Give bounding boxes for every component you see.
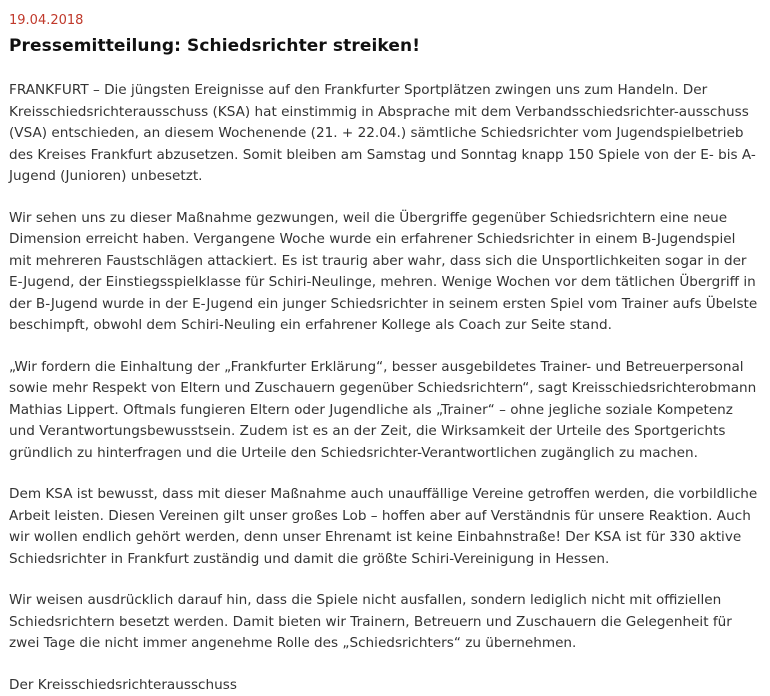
paragraph-reason: Wir sehen uns zu dieser Maßnahme gezwungen, weil die Übergriffe gegenüber Schiedsrichtern eine neue Dimension erreicht haben. Vergangene Woche wurde ein erfahrener Schiedsrichter in einem B-Jugendspiel mit mehreren Faustschlägen attackiert. Es ist traurig aber wahr, dass sich die Unsportlichkeiten sogar in der E-Jugend, der Einstiegsspielklasse für Schiri-Neulinge, mehren. Wenige Wochen vor dem tätlichen Übergriff in der B-Jugend wurde in der E-Jugend ein junger Schiedsrichter in seinem ersten Spiel vom Trainer aufs Übelste beschimpft, obwohl dem Schiri-Neuling ein erfahrener Kollege als Coach zur Seite stand. bbox=[9, 208, 762, 337]
signature: Der Kreisschiedsrichterausschuss bbox=[9, 675, 762, 696]
publish-date: 19.04.2018 bbox=[9, 12, 762, 30]
article-title: Pressemitteilung: Schiedsrichter streiken! bbox=[9, 34, 762, 58]
paragraph-clubs: Dem KSA ist bewusst, dass mit dieser Maßnahme auch unauffällige Vereine getroffen werden, die vorbildliche Arbeit leisten. Diesen Vereinen gilt unser großes Lob – hoffen aber auf Verständnis für unsere Reaktion. Auch wir wollen endlich gehört werden, denn unser Ehrenamt ist keine Einbahnstraße! Der KSA ist für 330 aktive Schiedsrichter in Frankfurt zuständig und damit die größte Schiri-Vereinigung in Hessen. bbox=[9, 484, 762, 570]
paragraph-intro: FRANKFURT – Die jüngsten Ereignisse auf den Frankfurter Sportplätzen zwingen uns zum Handeln. Der Kreisschiedsrichterausschuss (KSA) hat einstimmig in Absprache mit dem Verbandsschiedsrichter-ausschuss (VSA) entschieden, an diesem Wochenende (21. + 22.04.) sämtliche Schiedsrichter vom Jugendspielbetrieb des Kreises Frankfurt abzusetzen. Somit bleiben am Samstag und Sonntag knapp 150 Spiele von der E- bis A-Jugend (Junioren) unbesetzt. bbox=[9, 80, 762, 188]
paragraph-quote: „Wir fordern die Einhaltung der „Frankfurter Erklärung“, besser ausgebildetes Trainer- und Betreuerpersonal sowie mehr Respekt von Eltern und Zuschauern gegenüber Schiedsrichtern“, sagt Kreisschiedsrichterobmann Mathias Lippert. Oftmals fungieren Eltern oder Jugendliche als „Trainer“ – ohne jegliche soziale Kompetenz und Verantwortungsbewusstsein. Zudem ist es an der Zeit, die Wirksamkeit der Urteile des Sportgerichts gründlich zu hinterfragen und die Urteile den Schiedsrichter-Verantwortlichen zugänglich zu machen. bbox=[9, 357, 762, 465]
paragraph-matches: Wir weisen ausdrücklich darauf hin, dass die Spiele nicht ausfallen, sondern lediglich nicht mit offiziellen Schiedsrichtern besetzt werden. Damit bieten wir Trainern, Betreuern und Zuschauern die Gelegenheit für zwei Tage die nicht immer angenehme Rolle des „Schiedsrichters“ zu übernehmen. bbox=[9, 590, 762, 655]
